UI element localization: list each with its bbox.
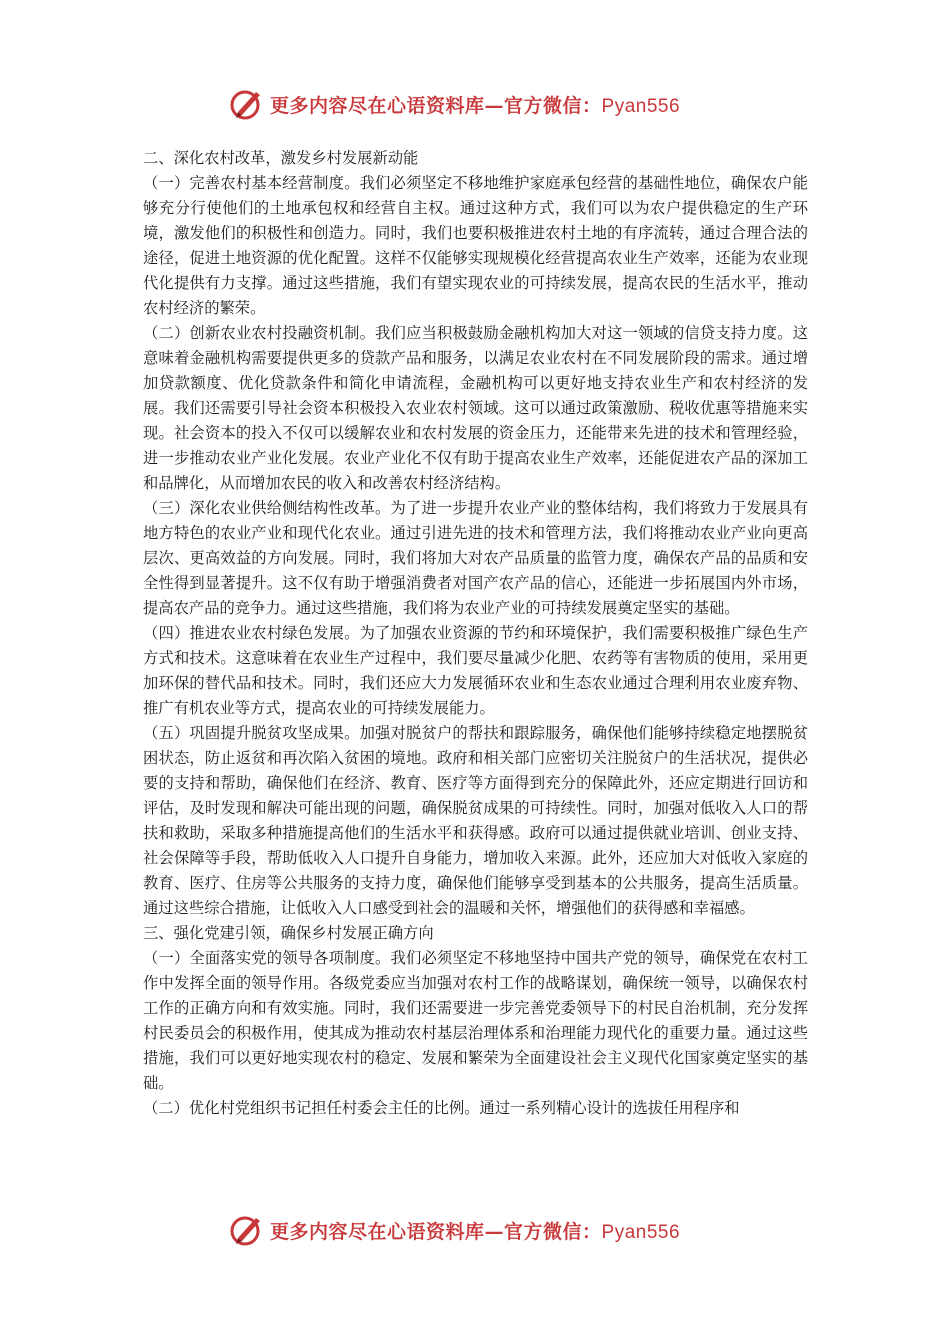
paragraph: （二）优化村党组织书记担任村委会主任的比例。通过一系列精心设计的选拔任用程序和	[143, 1099, 740, 1117]
banner-wechat-id: Pyan556	[601, 1221, 681, 1243]
paragraph: （四）推进农业农村绿色发展。为了加强农业资源的节约和环境保护，我们需要积极推广绿色生产方式和技术。这意味着在农业生产过程中，我们要尽量减少化肥、农药等有害物质的使用，采用更加环保的替代品和技术。同时，我们还应大力发展循环农业和生态农业通过合理利用农业废弃物、推广有机农业等方式，提高农业的可持续发展能力。	[143, 624, 808, 717]
paragraph: （一）全面落实党的领导各项制度。我们必须坚定不移地坚持中国共产党的领导，确保党在农村工作中发挥全面的领导作用。各级党委应当加强对农村工作的战略谋划，确保统一领导，以确保农村工作的正确方向和有效实施。同时，我们还需要进一步完善党委领导下的村民自治机制，充分发挥村民委员会的积极作用，使其成为推动农村基层治理体系和治理能力现代化的重要力量。通过这些措施，我们可以更好地实现农村的稳定、发展和繁荣为全面建设社会主义现代化国家奠定坚实的基础。	[143, 949, 808, 1092]
banner-text	[270, 91, 680, 118]
banner-text	[270, 1217, 680, 1244]
pen-logo-icon	[228, 1212, 264, 1248]
document-body	[143, 146, 808, 1121]
banner-slogan: 更多内容尽在心语资料库—官方微信：	[270, 1220, 602, 1243]
section-heading: 三、强化党建引领，确保乡村发展正确方向	[143, 924, 434, 942]
banner-wechat-id: Pyan556	[601, 95, 681, 117]
header-banner	[228, 84, 680, 124]
paragraph: （五）巩固提升脱贫攻坚成果。加强对脱贫户的帮扶和跟踪服务，确保他们能够持续稳定地摆脱贫困状态，防止返贫和再次陷入贫困的境地。政府和相关部门应密切关注脱贫户的生活状况，提供必要的支持和帮助，确保他们在经济、教育、医疗等方面得到充分的保障此外，还应定期进行回访和评估，及时发现和解决可能出现的问题，确保脱贫成果的可持续性。同时，加强对低收入人口的帮扶和救助，采取多种措施提高他们的生活水平和获得感。政府可以通过提供就业培训、创业支持、社会保障等手段，帮助低收入人口提升自身能力，增加收入来源。此外，还应加大对低收入家庭的教育、医疗、住房等公共服务的支持力度，确保他们能够享受到基本的公共服务，提高生活质量。通过这些综合措施，让低收入人口感受到社会的温暖和关怀，增强他们的获得感和幸福感。	[143, 724, 808, 917]
paragraph: （三）深化农业供给侧结构性改革。为了进一步提升农业产业的整体结构，我们将致力于发展具有地方特色的农业产业和现代化农业。通过引进先进的技术和管理方法，我们将推动农业产业向更高层次、更高效益的方向发展。同时，我们将加大对农产品质量的监管力度，确保农产品的品质和安全性得到显著提升。这不仅有助于增强消费者对国产农产品的信心，还能进一步拓展国内外市场，提高农产品的竞争力。通过这些措施，我们将为农业产业的可持续发展奠定坚实的基础。	[143, 499, 808, 617]
banner-slogan: 更多内容尽在心语资料库—官方微信：	[270, 94, 602, 117]
footer-banner	[228, 1210, 680, 1250]
paragraph: （一）完善农村基本经营制度。我们必须坚定不移地维护家庭承包经营的基础性地位，确保农户能够充分行使他们的土地承包权和经营自主权。通过这种方式，我们可以为农户提供稳定的生产环境，激发他们的积极性和创造力。同时，我们也要积极推进农村土地的有序流转，通过合理合法的途径，促进土地资源的优化配置。这样不仅能够实现规模化经营提高农业生产效率，还能为农业现代化提供有力支撑。通过这些措施，我们有望实现农业的可持续发展，提高农民的生活水平，推动农村经济的繁荣。	[143, 174, 808, 317]
paragraph: （二）创新农业农村投融资机制。我们应当积极鼓励金融机构加大对这一领域的信贷支持力度。这意味着金融机构需要提供更多的贷款产品和服务，以满足农业农村在不同发展阶段的需求。通过增加贷款额度、优化贷款条件和简化申请流程，金融机构可以更好地支持农业生产和农村经济的发展。我们还需要引导社会资本积极投入农业农村领域。这可以通过政策激励、税收优惠等措施来实现。社会资本的投入不仅可以缓解农业和农村发展的资金压力，还能带来先进的技术和管理经验，进一步推动农业产业化发展。农业产业化不仅有助于提高农业生产效率，还能促进农产品的深加工和品牌化，从而增加农民的收入和改善农村经济结构。	[143, 324, 808, 492]
section-heading: 二、深化农村改革，激发乡村发展新动能	[143, 149, 419, 167]
pen-logo-icon	[228, 86, 264, 122]
